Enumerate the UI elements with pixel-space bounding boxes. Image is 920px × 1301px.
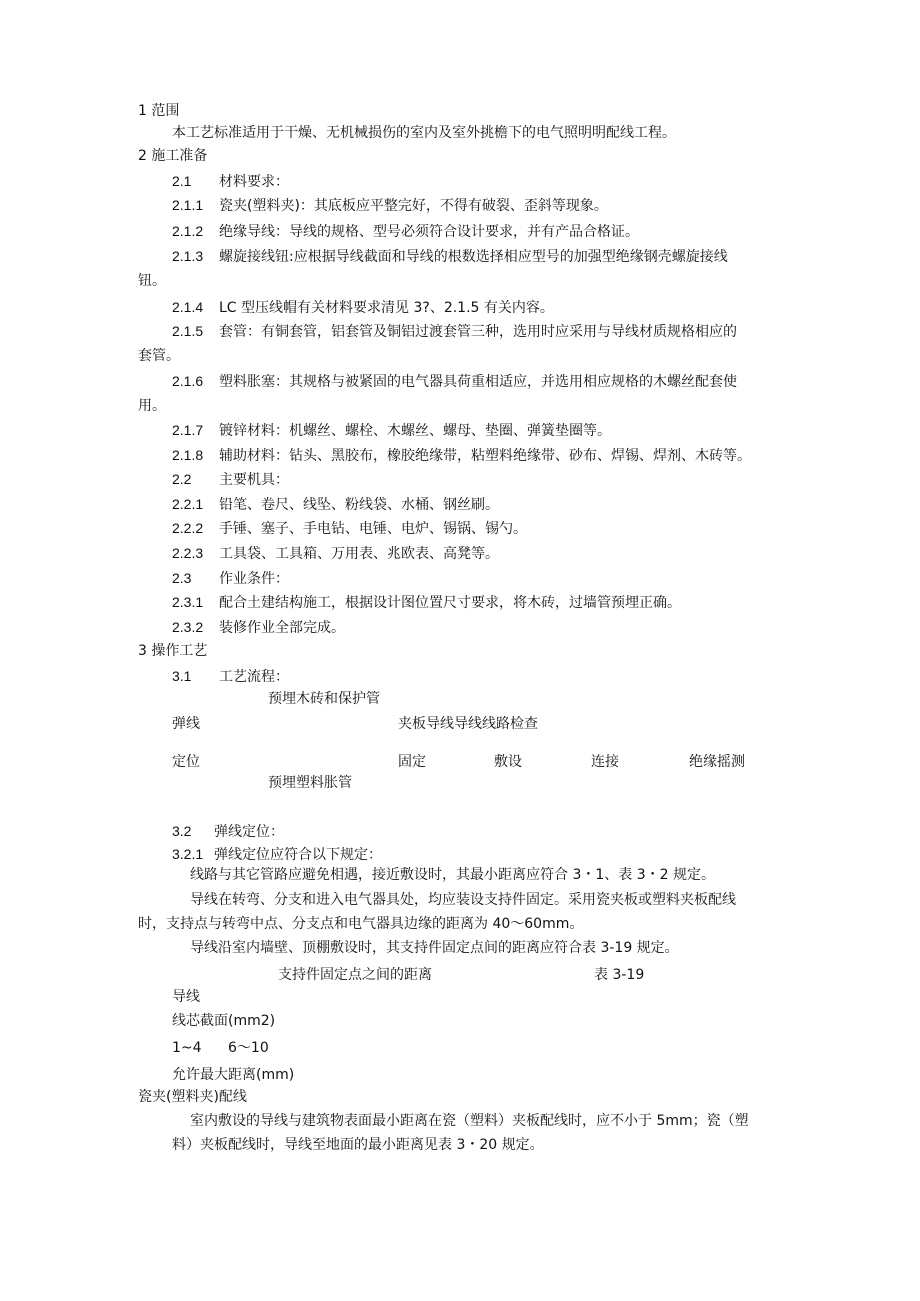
clause-number: 2.2.1 xyxy=(172,496,204,512)
clause-2-2-1 xyxy=(172,495,499,514)
clause-number: 2.1.2 xyxy=(172,223,204,239)
table-row-method: 瓷夹(塑料夹)配线 xyxy=(138,1089,247,1105)
clause-2-2-2 xyxy=(172,519,527,538)
clause-number: 3.2 xyxy=(172,823,192,839)
clause-text: 辅助材料：钻头、黑胶布，橡胶绝缘带，粘塑料绝缘带、砂布、焊锡、焊剂、木砖等。 xyxy=(219,448,751,464)
clause-number: 2.1.8 xyxy=(172,447,204,463)
clause-number: 2.2.3 xyxy=(172,545,204,561)
paragraph-indoor-distance-line2: 料）夹板配线时，导线至地面的最小距离见表 3・20 规定。 xyxy=(172,1137,544,1153)
table-caption: 支持件固定点之间的距离 xyxy=(278,967,432,983)
clause-2-1-4 xyxy=(172,298,554,317)
clause-2-1 xyxy=(172,172,289,191)
flow-step-connect: 连接 xyxy=(591,754,619,770)
clause-text: 工具袋、工具箱、万用表、兆欧表、高凳等。 xyxy=(219,546,499,562)
flow-step-fix: 固定 xyxy=(398,754,426,770)
clause-number: 2.3.2 xyxy=(172,619,204,635)
section-3-heading: 3 操作工艺 xyxy=(138,643,208,659)
clause-2-1-5 xyxy=(172,322,737,341)
clause-number: 3.1 xyxy=(172,668,192,684)
clause-number: 2.1.7 xyxy=(172,422,204,438)
section-2-heading: 2 施工准备 xyxy=(138,148,208,164)
clause-text: 主要机具： xyxy=(219,472,289,488)
clause-2-1-8 xyxy=(172,446,751,465)
section-1-text: 本工艺标准适用于干燥、无机械损伤的室内及室外挑檐下的电气照明明配线工程。 xyxy=(172,125,676,141)
clause-2-1-1 xyxy=(172,196,608,215)
clause-number: 2.3 xyxy=(172,570,192,586)
clause-text: 弹线定位： xyxy=(214,824,284,840)
clause-text: LC 型压线帽有关材料要求清见 3?、2.1.5 有关内容。 xyxy=(219,300,554,316)
clause-number: 2.1.6 xyxy=(172,373,204,389)
clause-2-2 xyxy=(172,470,289,489)
clause-3-2-1 xyxy=(172,845,382,864)
clause-text: 瓷夹(塑料夹)：其底板应平整完好，不得有破裂、歪斜等现象。 xyxy=(219,198,608,214)
clause-text: 材料要求： xyxy=(219,174,289,190)
clause-number: 2.1.1 xyxy=(172,197,204,213)
clause-number: 2.1.5 xyxy=(172,323,204,339)
clause-number: 2.1.3 xyxy=(172,248,204,264)
clause-text: 弹线定位应符合以下规定： xyxy=(214,847,382,863)
clause-text: 塑料胀塞：其规格与被紧固的电气器具荷重相适应，并选用相应规格的木螺丝配套使 xyxy=(219,374,737,390)
clause-text: 作业条件： xyxy=(219,571,289,587)
paragraph-support-fixing-line1: 导线在转弯、分支和进入电气器具处，均应装设支持件固定。采用瓷夹板或塑料夹板配线 xyxy=(190,892,736,908)
clause-number: 2.2.2 xyxy=(172,520,204,536)
clause-2-1-5-continued: 套管。 xyxy=(138,348,180,364)
flow-step-insulation-test: 绝缘摇测 xyxy=(689,754,745,770)
clause-2-1-2 xyxy=(172,222,639,241)
clause-text: 配合土建结构施工，根据设计图位置尺寸要求，将木砖，过墙管预埋正确。 xyxy=(219,595,681,611)
clause-2-3 xyxy=(172,569,289,588)
clause-text: 手锤、塞子、手电钻、电锤、电炉、锡锅、锡勺。 xyxy=(219,521,527,537)
table-row-label: 允许最大距离(mm) xyxy=(172,1067,295,1083)
flow-step-lay: 敷设 xyxy=(494,754,522,770)
clause-3-1 xyxy=(172,667,289,686)
table-number: 表 3-19 xyxy=(594,967,645,983)
clause-text: 工艺流程： xyxy=(219,669,289,685)
clause-text: 镀锌材料：机螺丝、螺栓、木螺丝、螺母、垫圈、弹簧垫圈等。 xyxy=(219,423,611,439)
clause-2-2-3 xyxy=(172,544,499,563)
table-header-cross-section: 线芯截面(mm2) xyxy=(172,1013,276,1029)
clause-2-1-6-continued: 用。 xyxy=(138,398,166,414)
clause-number: 2.1.4 xyxy=(172,299,204,315)
flow-step-clamp-wire-check: 夹板导线导线线路检查 xyxy=(398,716,538,732)
flow-step-embed-plastic-anchors: 预埋塑料胀管 xyxy=(268,775,352,791)
clause-2-1-3 xyxy=(172,247,728,266)
table-col-range-2: 6～10 xyxy=(228,1040,269,1056)
paragraph-min-distance: 线路与其它管路应避免相遇，接近敷设时，其最小距离应符合 3・1、表 3・2 规定。 xyxy=(190,867,715,883)
clause-text: 装修作业全部完成。 xyxy=(219,620,345,636)
table-header-wire: 导线 xyxy=(172,989,200,1005)
section-1-heading: 1 范围 xyxy=(138,103,180,119)
clause-number: 2.2 xyxy=(172,471,192,487)
clause-3-2 xyxy=(172,822,284,841)
paragraph-support-fixing-line2: 时，支持点与转弯中点、分支点和电气器具边缘的距离为 40～60mm。 xyxy=(138,916,584,932)
clause-text: 螺旋接线钮:应根据导线截面和导线的根数选择相应型号的加强型绝缘钢壳螺旋接线 xyxy=(219,249,728,265)
paragraph-support-spacing: 导线沿室内墙壁、顶棚敷设时，其支持件固定点间的距离应符合表 3-19 规定。 xyxy=(190,940,679,956)
clause-text: 套管：有铜套管，铝套管及铜铝过渡套管三种，选用时应采用与导线材质规格相应的 xyxy=(219,324,737,340)
clause-number: 3.2.1 xyxy=(172,846,204,862)
clause-text: 铅笔、卷尺、线坠、粉线袋、水桶、钢丝刷。 xyxy=(219,497,499,513)
clause-number: 2.3.1 xyxy=(172,594,204,610)
flow-step-embed-wood-bricks: 预埋木砖和保护管 xyxy=(268,691,380,707)
flow-step-positioning: 定位 xyxy=(172,754,200,770)
flow-step-snap-line: 弹线 xyxy=(172,716,200,732)
clause-2-1-6 xyxy=(172,372,737,391)
clause-2-1-7 xyxy=(172,421,611,440)
clause-number: 2.1 xyxy=(172,173,192,189)
table-col-range-1: 1~4 xyxy=(172,1040,202,1056)
clause-2-3-2 xyxy=(172,618,345,637)
paragraph-indoor-distance-line1: 室内敷设的导线与建筑物表面最小距离在瓷（塑料）夹板配线时，应不小于 5mm；瓷（塑 xyxy=(190,1113,749,1129)
clause-2-1-3-continued: 钮。 xyxy=(138,273,166,289)
clause-2-3-1 xyxy=(172,593,681,612)
clause-text: 绝缘导线：导线的规格、型号必须符合设计要求，并有产品合格证。 xyxy=(219,224,639,240)
